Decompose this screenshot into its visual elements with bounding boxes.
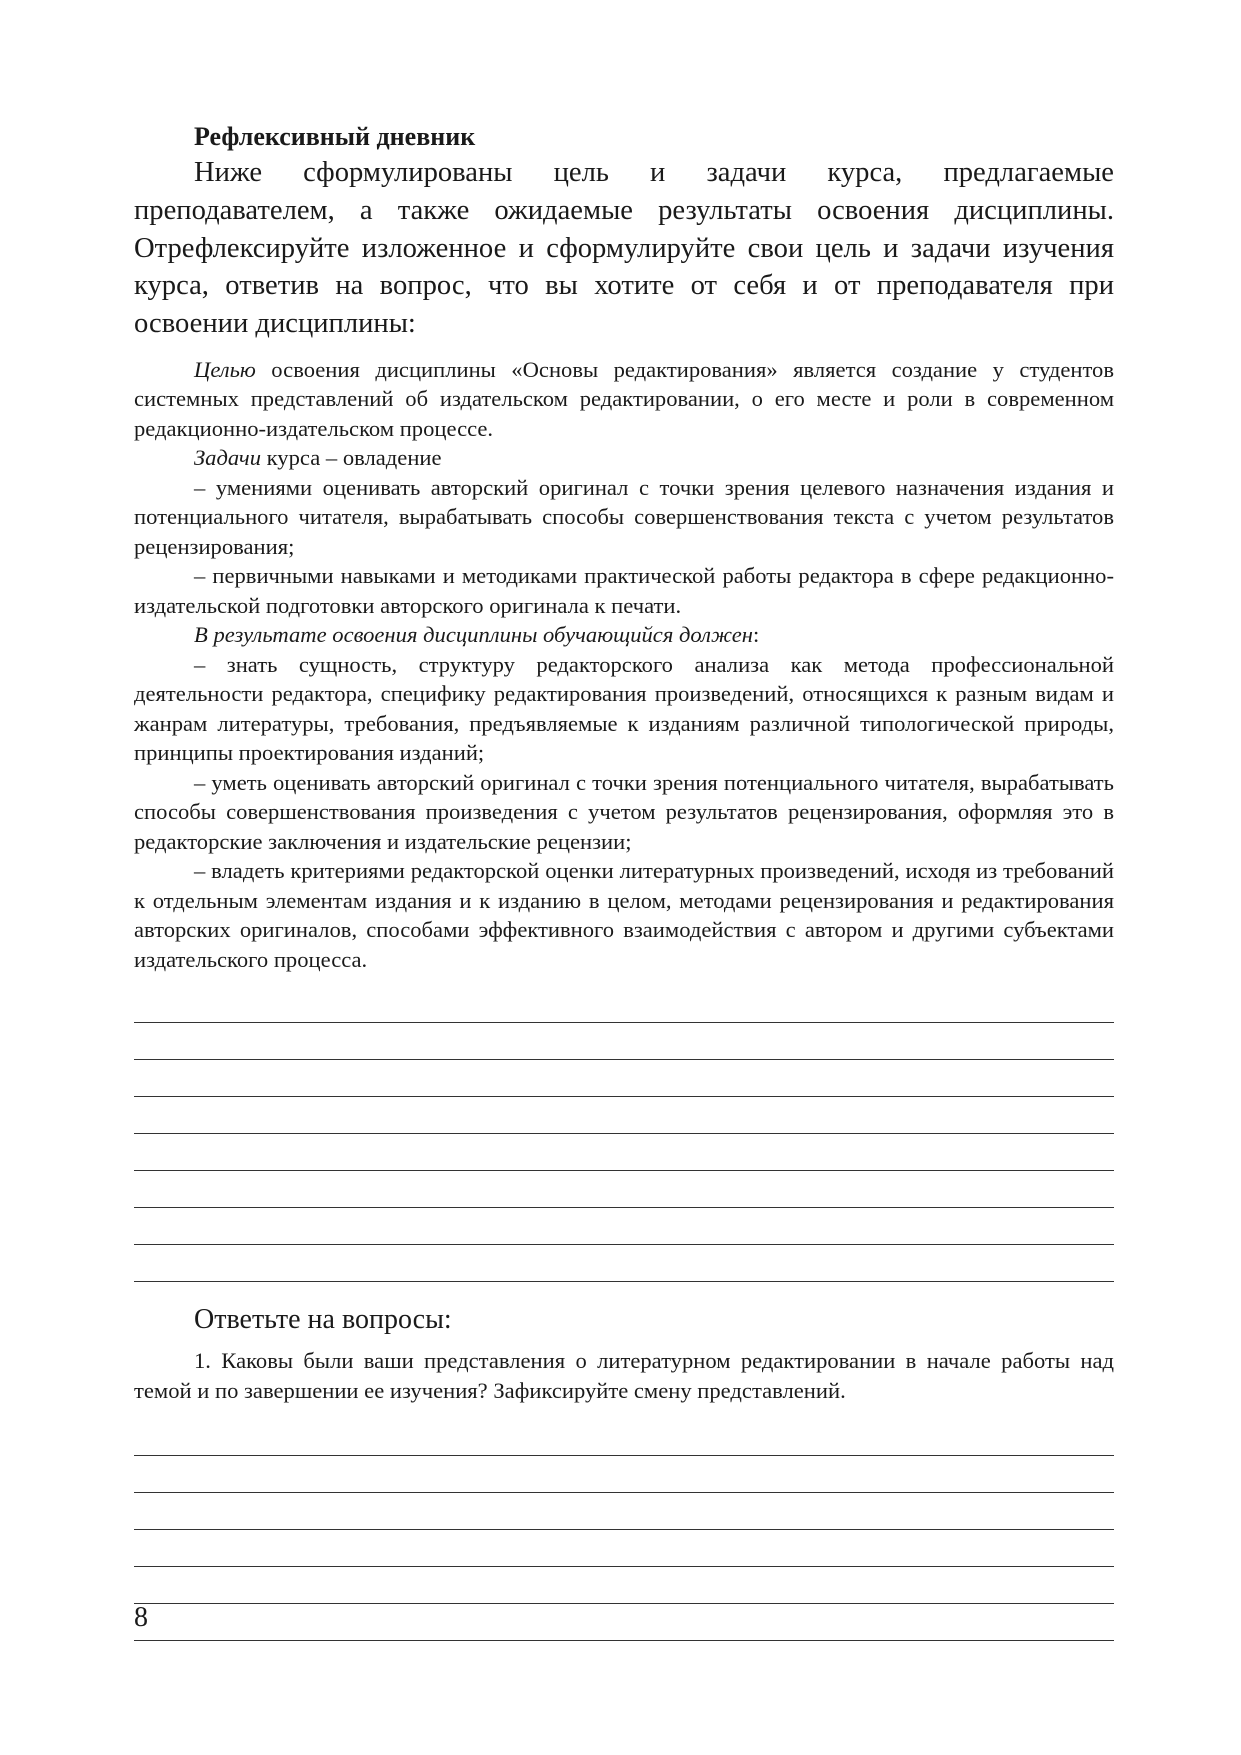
course-description — [134, 355, 1114, 975]
results-suffix: : — [752, 622, 760, 648]
writing-line[interactable] — [134, 1171, 1114, 1208]
page-number: 8 — [134, 1602, 148, 1633]
results-item: – владеть критериями редакторской оценки литературных произведений, исходя из требований к отдельным элементам издания и к изданию в целом, методами рецензирования и редактирования авторских оригиналов, способами эффективного взаимодействия с автором и другими субъектами издательского процесса. — [134, 858, 1114, 972]
results-label: В результате освоения дисциплины обучающийся должен — [194, 622, 753, 648]
answers-heading: Ответьте на вопросы: — [194, 1304, 452, 1336]
writing-line[interactable] — [134, 1245, 1114, 1282]
writing-lines-question-1 — [134, 1419, 1114, 1641]
writing-lines-reflection — [134, 986, 1114, 1282]
writing-line[interactable] — [134, 1604, 1114, 1641]
writing-line[interactable] — [134, 1419, 1114, 1456]
results-item: – уметь оценивать авторский оригинал с точки зрения потенциального читателя, вырабатывать способы совершенствования произведения с учетом результатов рецензирования, оформляя это в редакторские заключения и издательские рецензии; — [134, 769, 1114, 854]
goal-text: освоения дисциплины «Основы редактирования» является создание у студентов системных представлений об издательском редактировании, о его месте и роли в современном редакционно-издательском процессе. — [134, 356, 1114, 441]
tasks-item: – умениями оценивать авторский оригинал с точки зрения целевого назначения издания и потенциального читателя, вырабатывать способы совершенствования текста с учетом результатов рецензирования; — [134, 474, 1114, 559]
writing-line[interactable] — [134, 1493, 1114, 1530]
tasks-paragraph — [134, 443, 1114, 473]
tasks-text: курса – овладение — [261, 445, 442, 471]
intro-paragraph: Ниже сформулированы цель и задачи курса, предлагаемые преподавателем, а также ожидаемые результаты освоения дисциплины. Отрефлексируйте изложенное и сформулируйте свои цель и задачи изучения курса, ответив на вопрос, что вы хотите от себя и от преподавателя при освоении дисциплины: — [134, 157, 1114, 340]
results-item: – знать сущность, структуру редакторского анализа как метода профессиональной деятельности редактора, специфику редактирования произведений, относящихся к разным видам и жанрам литературы, требования, предъявляемые к изданиям различной типологической природы, принципы проектирования изданий; — [134, 651, 1114, 766]
writing-line[interactable] — [134, 1097, 1114, 1134]
tasks-label: Задачи — [194, 445, 261, 471]
tasks-item: – первичными навыками и методиками практической работы редактора в сфере редакционно-издательской подготовки авторского оригинала к печати. — [134, 563, 1114, 618]
document-page — [134, 120, 1114, 1641]
writing-line[interactable] — [134, 1134, 1114, 1171]
writing-line[interactable] — [134, 986, 1114, 1023]
results-paragraph — [134, 620, 1114, 650]
writing-line[interactable] — [134, 1023, 1114, 1060]
writing-line[interactable] — [134, 1208, 1114, 1245]
goal-label: Целью — [194, 356, 256, 382]
section-heading: Рефлексивный дневник — [194, 122, 476, 151]
goal-paragraph — [134, 355, 1114, 444]
writing-line[interactable] — [134, 1530, 1114, 1567]
writing-line[interactable] — [134, 1060, 1114, 1097]
question-1: 1. Каковы были ваши представления о литературном редактировании в начале работы над темой и по завершении ее изучения? Зафиксируйте смену представлений. — [134, 1348, 1114, 1403]
writing-line[interactable] — [134, 1567, 1114, 1604]
writing-line[interactable] — [134, 1456, 1114, 1493]
